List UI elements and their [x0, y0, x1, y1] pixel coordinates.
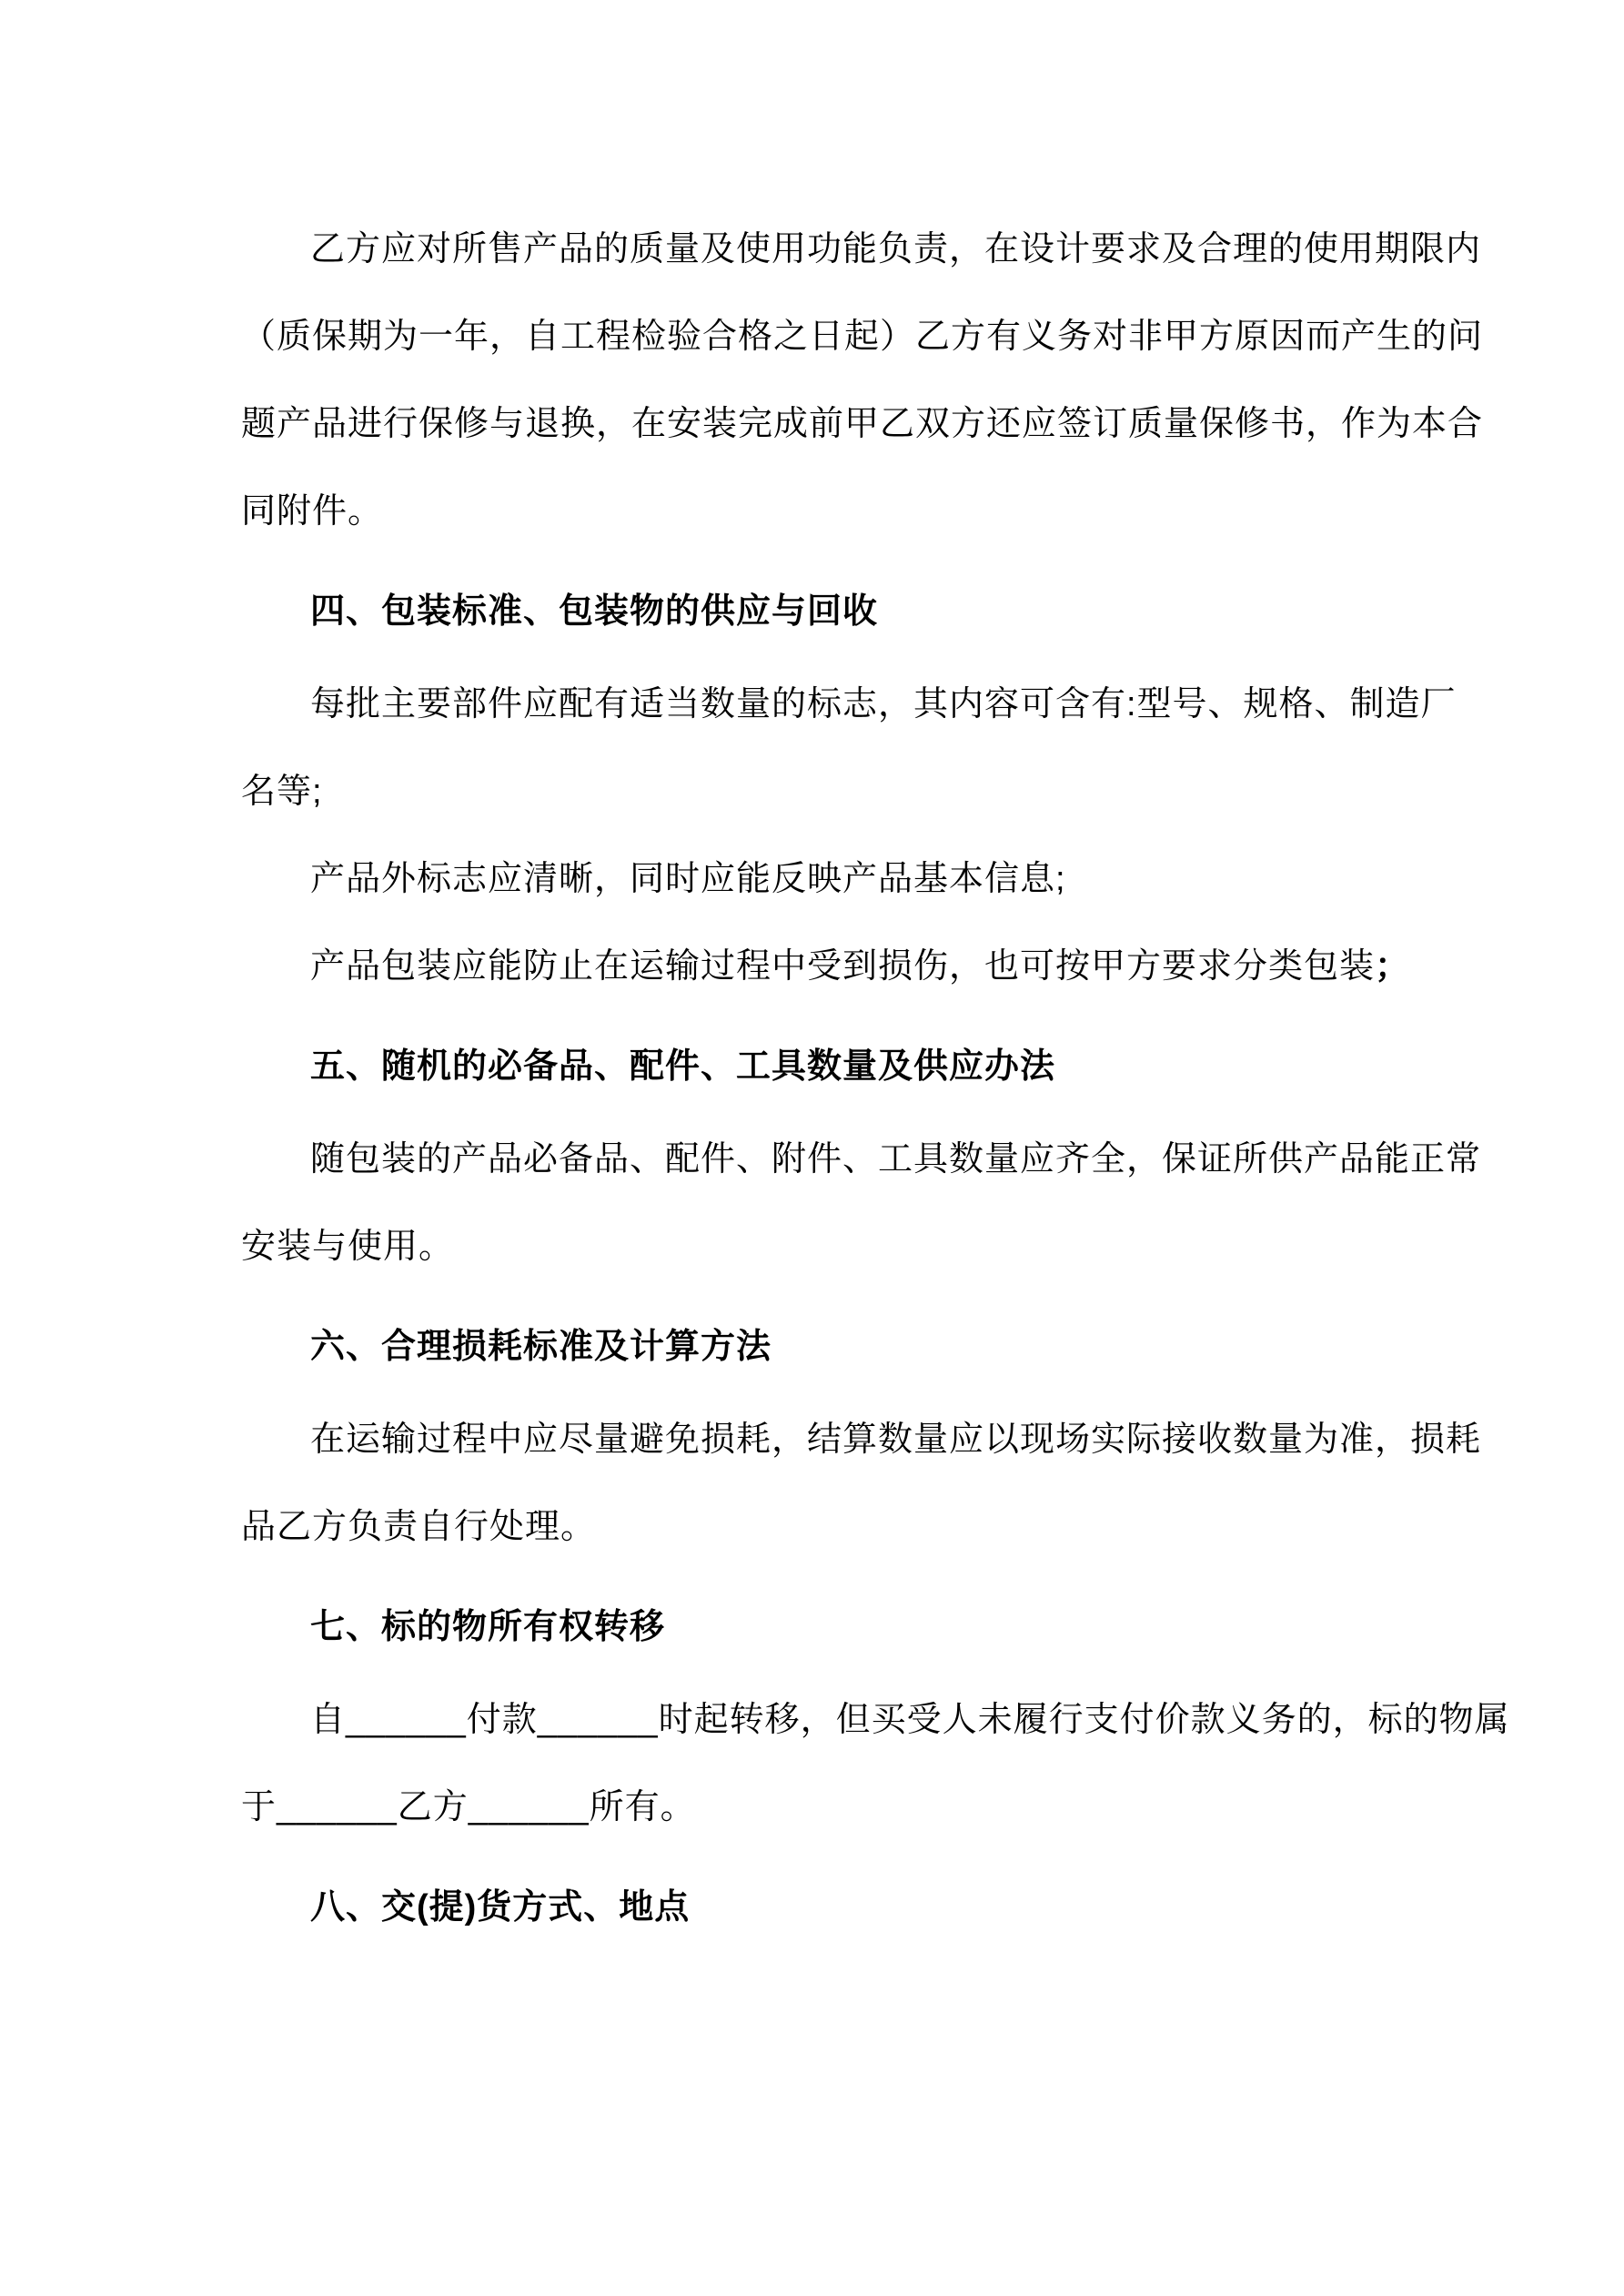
- paragraph-line: 乙方应对所售产品的质量及使用功能负责，在设计要求及合理的使用期限内: [310, 230, 1482, 268]
- section-heading-accessories: 五、随机的必备品、配件、工具数量及供应办法: [310, 1047, 1056, 1086]
- paragraph-line: 于______乙方______所有。: [241, 1788, 696, 1826]
- paragraph-line: 同附件。: [241, 492, 384, 531]
- paragraph-line: 品乙方负责自行处理。: [241, 1508, 597, 1546]
- paragraph-line: （质保期为一年，自工程检验合格之日起）乙方有义务对非甲方原因而产生的问: [241, 318, 1484, 356]
- section-heading-delivery: 八、交(提)货方式、地点: [310, 1888, 691, 1927]
- section-heading-ownership: 七、标的物所有权转移: [310, 1608, 666, 1646]
- paragraph-line: 题产品进行保修与退换，在安装完成前甲乙双方还应签订质量保修书，作为本合: [241, 405, 1484, 443]
- section-heading-loss: 六、合理损耗标准及计算方法: [310, 1328, 772, 1366]
- paragraph-line: 随包装的产品必备品、配件、附件、工具数量应齐全，保证所供产品能正常: [310, 1140, 1482, 1178]
- paragraph-line: [241, 923, 1489, 1010]
- paragraph-text: 产品包装应能防止在运输过程中受到损伤，也可按甲方要求分类包装: [310, 947, 1376, 986]
- paragraph-line: 产品外标志应清晰，同时应能反映产品基本信息;: [310, 860, 1066, 898]
- paragraph-line: 在运输过程中应尽量避免损耗，结算数量应以现场实际接收数量为准，损耗: [310, 1421, 1482, 1459]
- section-heading-packaging: 四、包装标准、包装物的供应与回收: [310, 592, 879, 631]
- paragraph-line: 安装与使用。: [241, 1228, 455, 1266]
- paragraph-text-bold: ；: [1375, 947, 1411, 986]
- paragraph-line: 自______付款______时起转移，但买受人未履行支付价款义务的，标的物属: [310, 1701, 1510, 1739]
- paragraph-line: 每批主要部件应配有适当数量的标志，其内容可含有:型号、规格、制造厂: [310, 685, 1457, 723]
- paragraph-line: 名等;: [241, 773, 323, 811]
